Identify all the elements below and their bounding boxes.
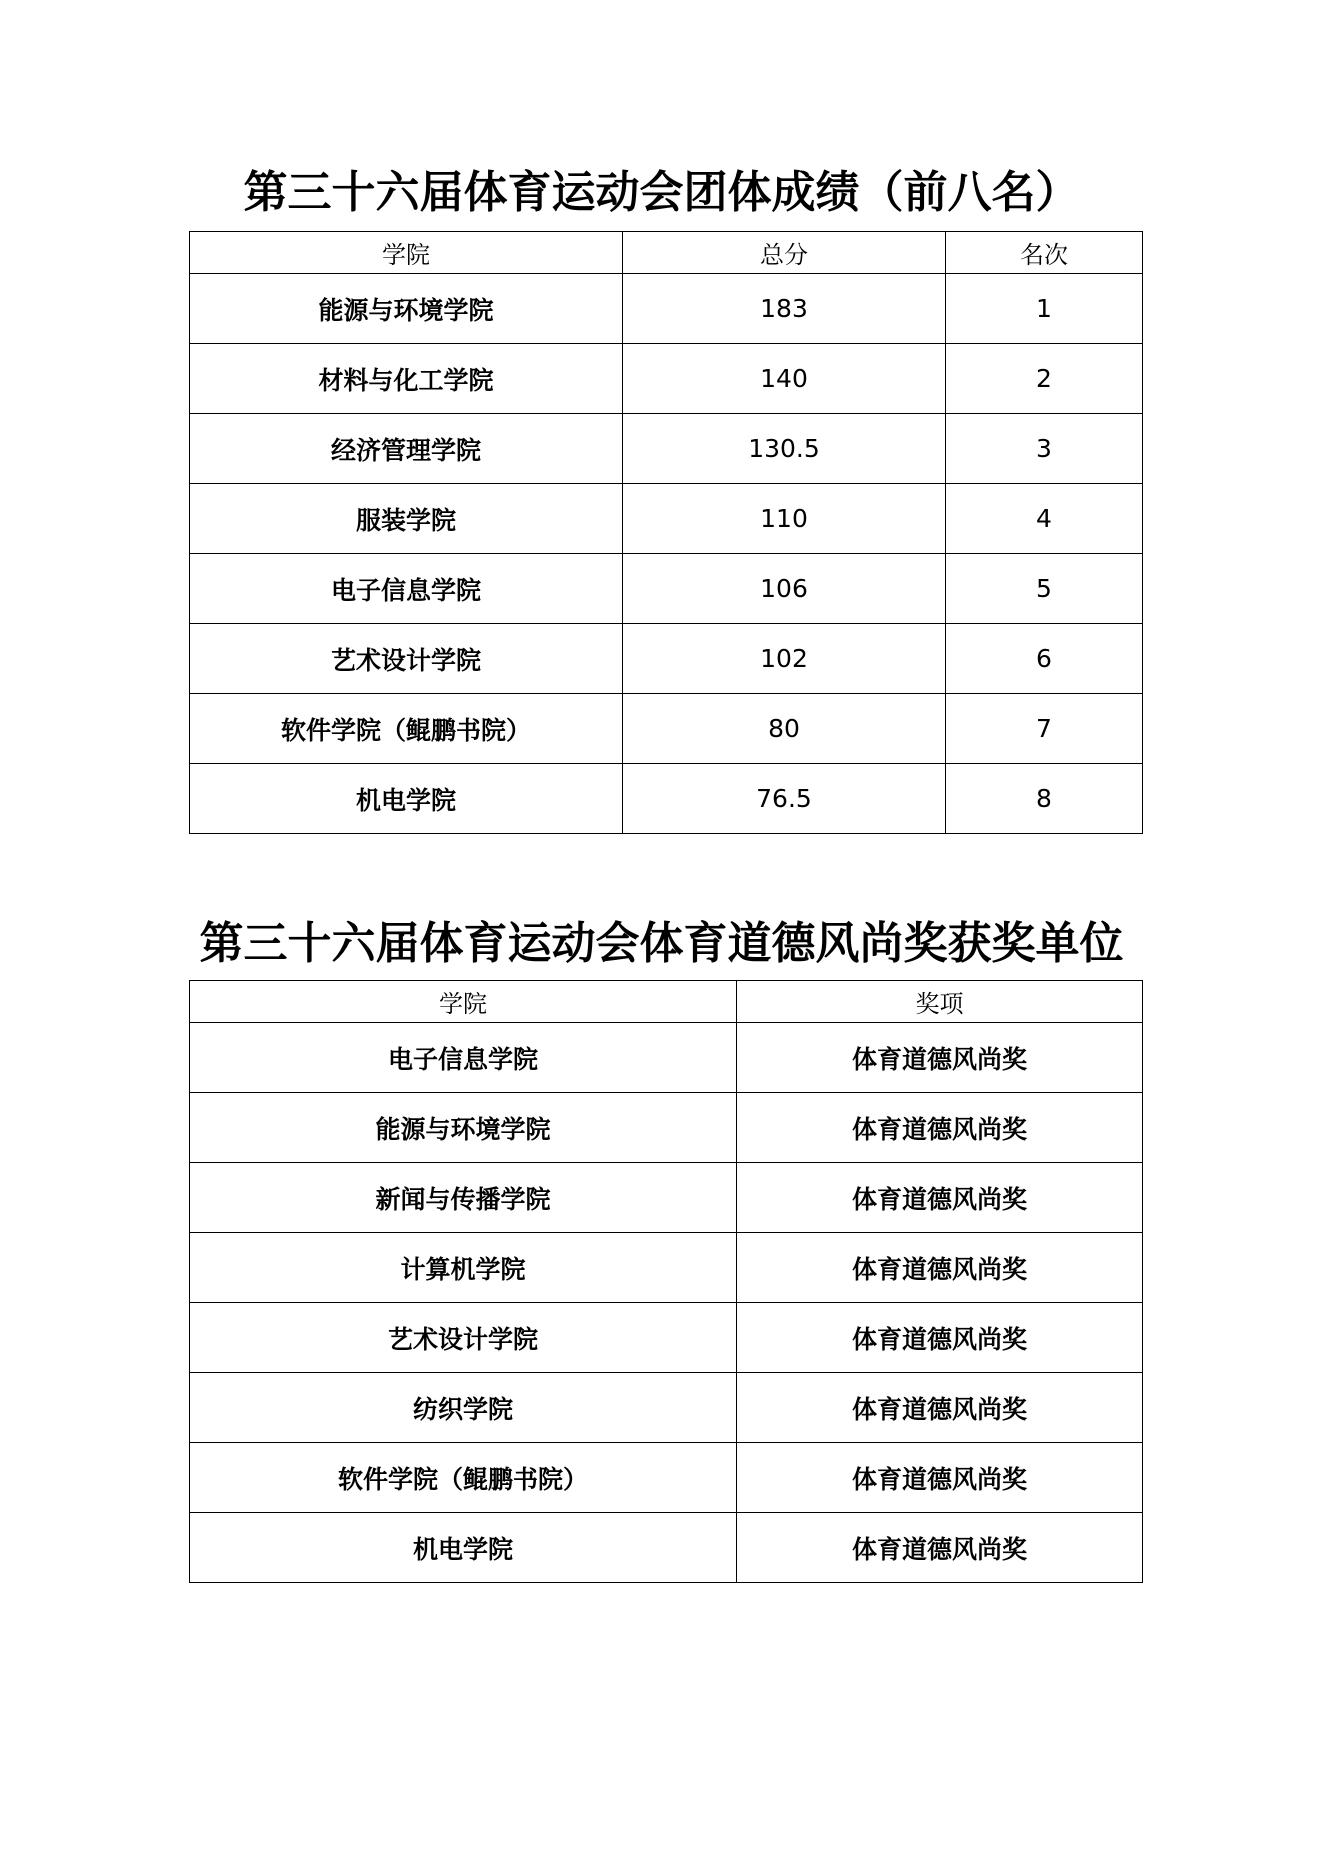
table-row (190, 554, 1143, 624)
table-row (190, 624, 1143, 694)
rank-cell: 8 (946, 764, 1143, 834)
college-cell: 能源与环境学院 (190, 274, 623, 344)
table-row (190, 1443, 1143, 1513)
college-cell: 材料与化工学院 (190, 344, 623, 414)
team-results-title: 第三十六届体育运动会团体成绩（前八名） (243, 167, 1080, 218)
column-header-award: 奖项 (737, 981, 1143, 1023)
table-header-row (190, 232, 1143, 274)
award-cell: 体育道德风尚奖 (737, 1163, 1143, 1233)
rank-cell: 4 (946, 484, 1143, 554)
college-cell: 电子信息学院 (190, 554, 623, 624)
column-header-college: 学院 (190, 981, 737, 1023)
table-row (190, 1303, 1143, 1373)
score-cell: 183 (623, 274, 946, 344)
award-cell: 体育道德风尚奖 (737, 1513, 1143, 1583)
college-cell: 机电学院 (190, 1513, 737, 1583)
table-row (190, 764, 1143, 834)
table-row (190, 344, 1143, 414)
college-cell: 服装学院 (190, 484, 623, 554)
award-cell: 体育道德风尚奖 (737, 1233, 1143, 1303)
college-cell: 新闻与传播学院 (190, 1163, 737, 1233)
table-row (190, 484, 1143, 554)
college-cell: 艺术设计学院 (190, 624, 623, 694)
college-cell: 计算机学院 (190, 1233, 737, 1303)
college-cell: 纺织学院 (190, 1373, 737, 1443)
sportsmanship-awards-table (189, 980, 1143, 1583)
table-row (190, 1093, 1143, 1163)
college-cell: 经济管理学院 (190, 414, 623, 484)
table-row (190, 414, 1143, 484)
team-results-table (189, 231, 1143, 834)
college-cell: 软件学院（鲲鹏书院） (190, 694, 623, 764)
award-cell: 体育道德风尚奖 (737, 1303, 1143, 1373)
score-cell: 76.5 (623, 764, 946, 834)
award-cell: 体育道德风尚奖 (737, 1373, 1143, 1443)
rank-cell: 7 (946, 694, 1143, 764)
rank-cell: 5 (946, 554, 1143, 624)
table-row (190, 694, 1143, 764)
table-row (190, 1233, 1143, 1303)
award-cell: 体育道德风尚奖 (737, 1443, 1143, 1513)
score-cell: 102 (623, 624, 946, 694)
table-row (190, 1373, 1143, 1443)
award-cell: 体育道德风尚奖 (737, 1093, 1143, 1163)
college-cell: 软件学院（鲲鹏书院） (190, 1443, 737, 1513)
college-cell: 艺术设计学院 (190, 1303, 737, 1373)
column-header-rank: 名次 (946, 232, 1143, 274)
rank-cell: 6 (946, 624, 1143, 694)
college-cell: 机电学院 (190, 764, 623, 834)
table-row (190, 1163, 1143, 1233)
column-header-college: 学院 (190, 232, 623, 274)
rank-cell: 1 (946, 274, 1143, 344)
score-cell: 140 (623, 344, 946, 414)
table-row (190, 274, 1143, 344)
rank-cell: 2 (946, 344, 1143, 414)
rank-cell: 3 (946, 414, 1143, 484)
score-cell: 80 (623, 694, 946, 764)
college-cell: 能源与环境学院 (190, 1093, 737, 1163)
award-cell: 体育道德风尚奖 (737, 1023, 1143, 1093)
college-cell: 电子信息学院 (190, 1023, 737, 1093)
sportsmanship-awards-title: 第三十六届体育运动会体育道德风尚奖获奖单位 (199, 918, 1124, 969)
column-header-score: 总分 (623, 232, 946, 274)
score-cell: 106 (623, 554, 946, 624)
score-cell: 130.5 (623, 414, 946, 484)
table-header-row (190, 981, 1143, 1023)
table-row (190, 1513, 1143, 1583)
table-row (190, 1023, 1143, 1093)
score-cell: 110 (623, 484, 946, 554)
